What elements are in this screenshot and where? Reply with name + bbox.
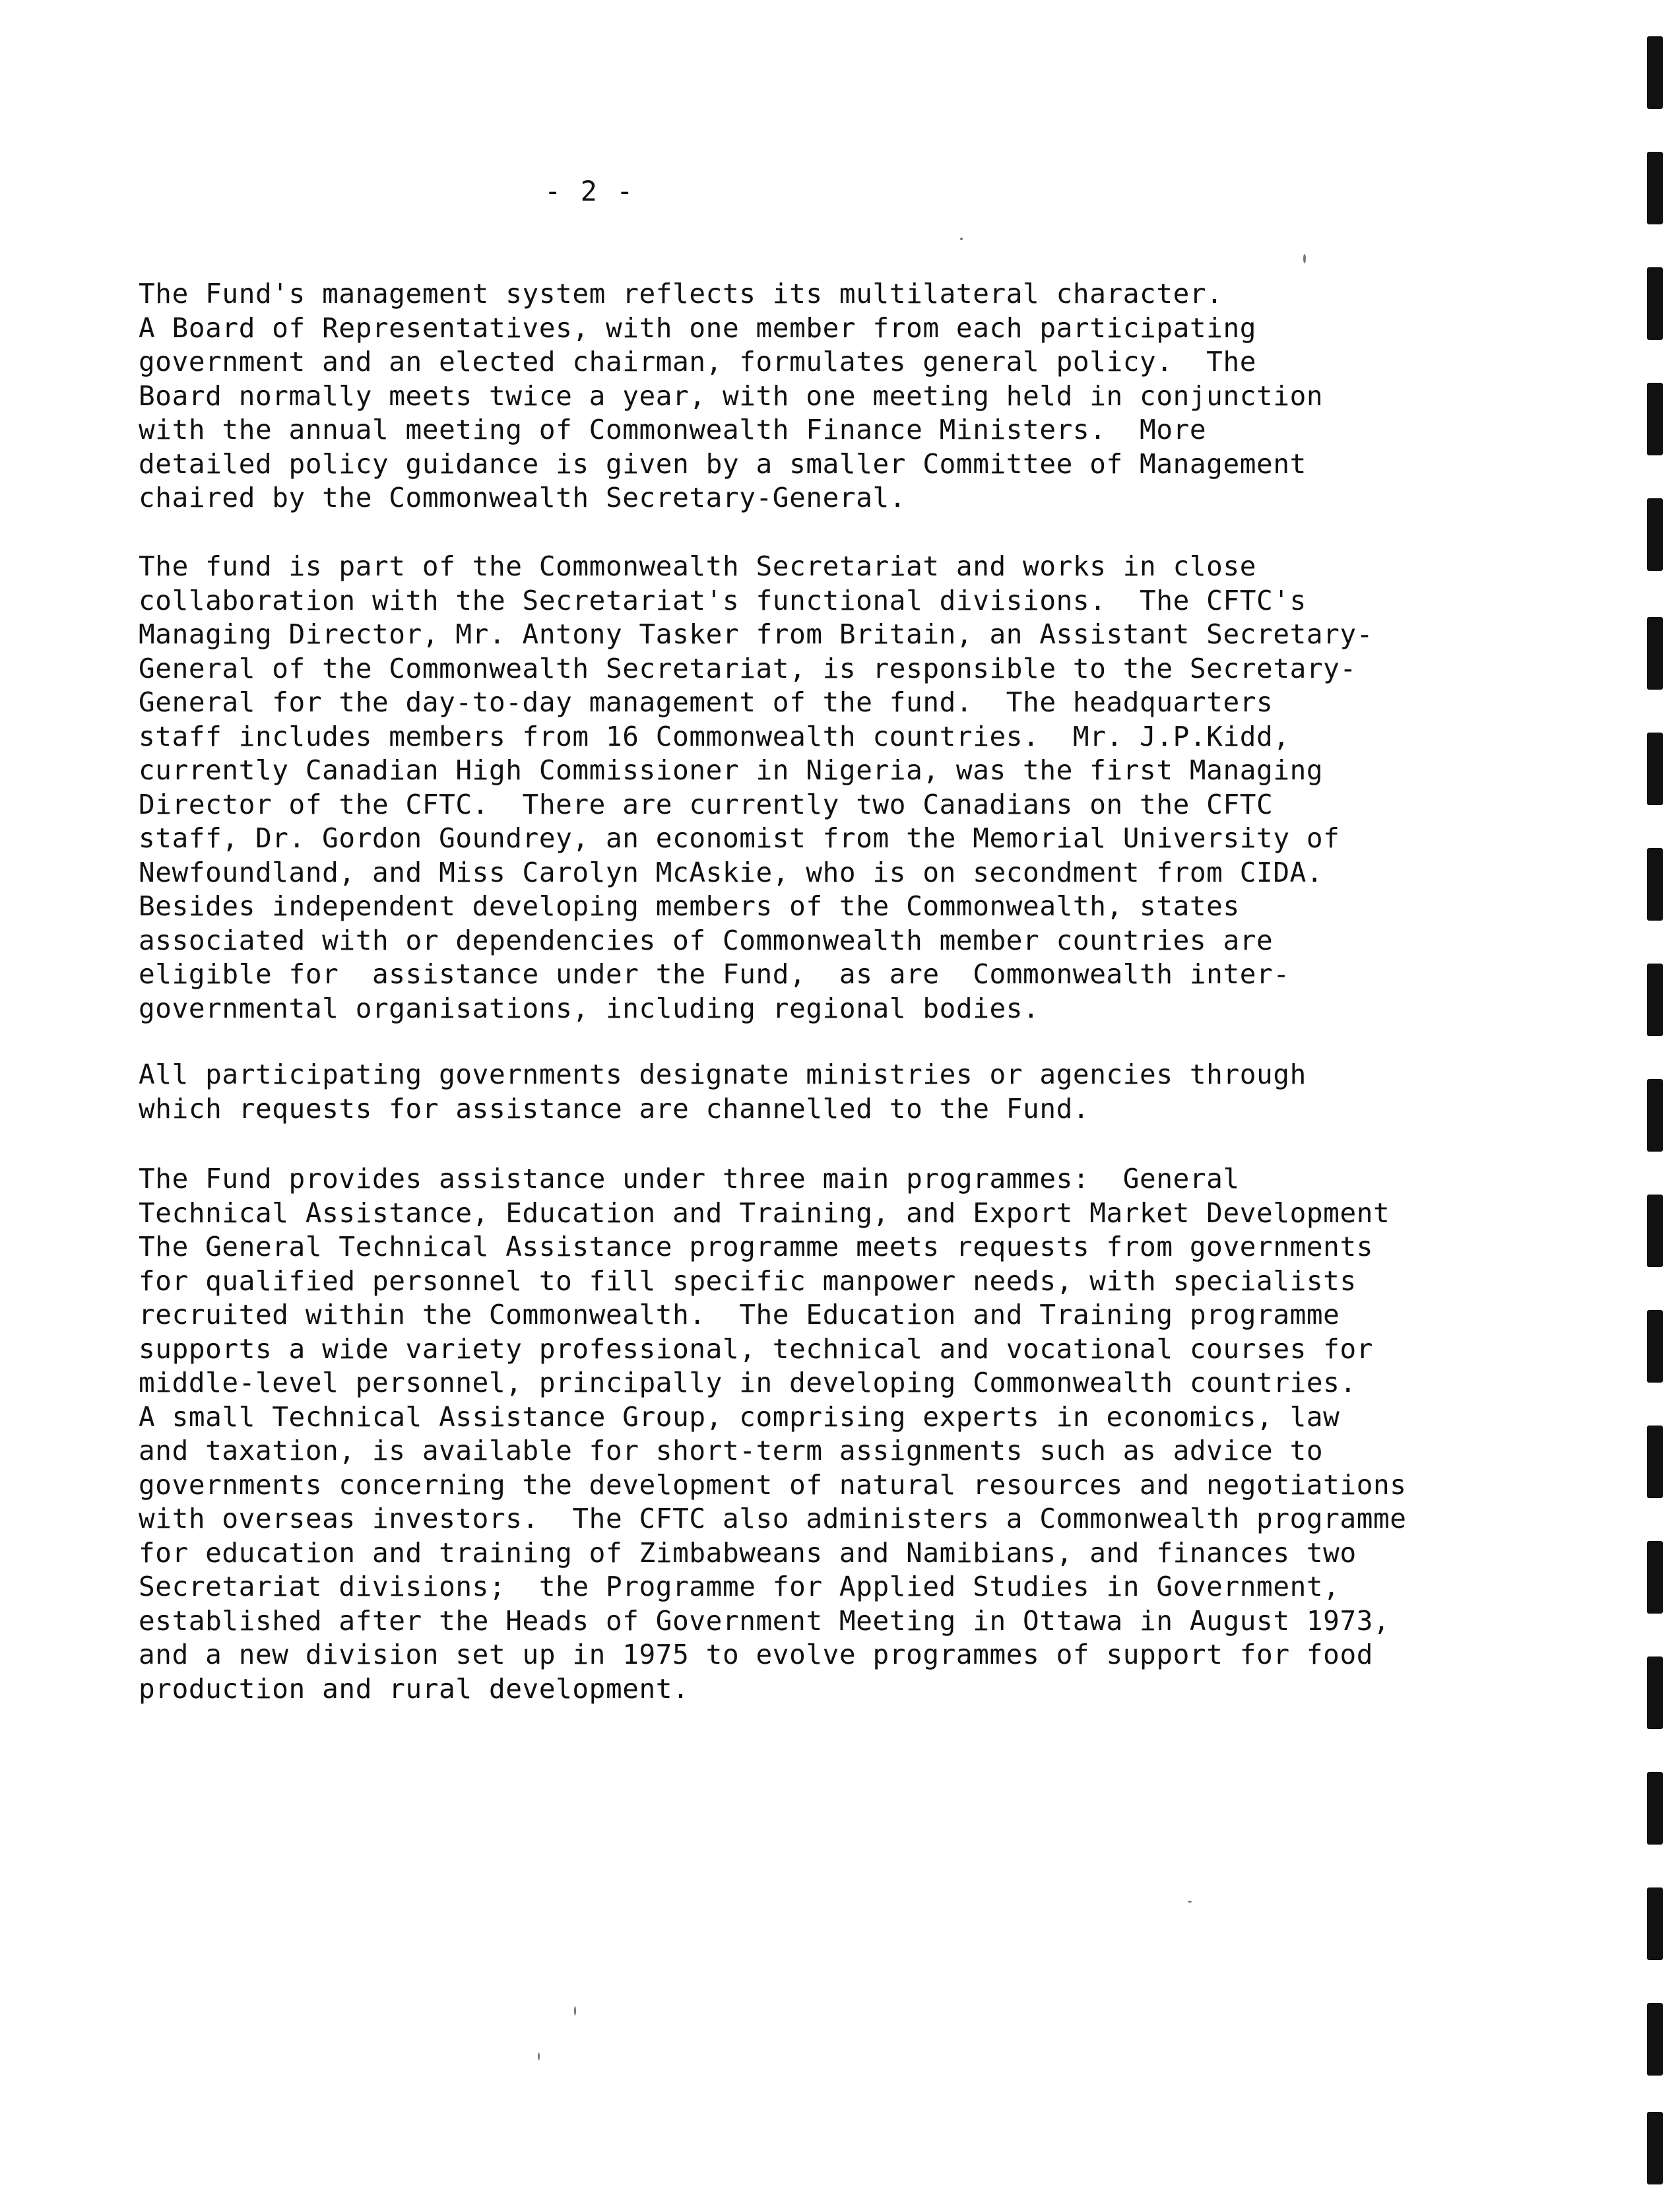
- scan-speck: [960, 238, 963, 240]
- text-line: staff, Dr. Gordon Goundrey, an economist from the Memorial University of: [139, 822, 1340, 854]
- text-line: The General Technical Assistance programme meets requests from governments: [139, 1231, 1374, 1262]
- binder-hole-mark: [1647, 1079, 1663, 1152]
- binder-hole-mark: [1647, 267, 1663, 340]
- text-line: General of the Commonwealth Secretariat, is responsible to the Secretary-: [139, 652, 1357, 684]
- binder-hole-mark: [1647, 2003, 1663, 2076]
- text-line: for qualified personnel to fill specific manpower needs, with specialists: [139, 1264, 1357, 1297]
- binder-hole-mark: [1647, 36, 1663, 109]
- text-line: Board normally meets twice a year, with one meeting held in conjunction: [139, 379, 1324, 412]
- text-line: chaired by the Commonwealth Secretary-General.: [139, 482, 907, 513]
- text-line: for education and training of Zimbabweans and Namibians, and finances two: [139, 1536, 1357, 1569]
- page-number: - 2 -: [544, 175, 635, 207]
- binder-hole-mark: [1647, 1195, 1663, 1267]
- paragraph-participating-governments: [139, 1058, 1458, 1126]
- binder-hole-mark: [1647, 152, 1663, 224]
- text-line: and a new division set up in 1975 to evolve programmes of support for food: [139, 1639, 1374, 1670]
- text-line: governments concerning the development of natural resources and negotiations: [139, 1468, 1407, 1501]
- text-line: recruited within the Commonwealth. The Education and Training programme: [139, 1299, 1340, 1330]
- text-line: governmental organisations, including regional bodies.: [139, 992, 1040, 1024]
- text-line: production and rural development.: [139, 1672, 690, 1705]
- paragraph-management-system: [139, 277, 1458, 515]
- text-line: Managing Director, Mr. Antony Tasker from Britain, an Assistant Secretary-: [139, 618, 1374, 650]
- binder-hole-mark: [1647, 383, 1663, 455]
- text-line: collaboration with the Secretariat's functional divisions. The CFTC's: [139, 584, 1307, 616]
- text-line: staff includes members from 16 Commonwealth countries. Mr. J.P.Kidd,: [139, 720, 1290, 752]
- text-line: established after the Heads of Government Meeting in Ottawa in August 1973,: [139, 1604, 1390, 1637]
- text-line: Newfoundland, and Miss Carolyn McAskie, who is on secondment from CIDA.: [139, 856, 1324, 888]
- text-line: with the annual meeting of Commonwealth Finance Ministers. More: [139, 414, 1207, 445]
- binder-hole-mark: [1647, 1310, 1663, 1383]
- scan-speck: [574, 2006, 576, 2016]
- text-line: supports a wide variety professional, technical and vocational courses for: [139, 1332, 1374, 1365]
- text-line: Secretariat divisions; the Programme for Applied Studies in Government,: [139, 1571, 1340, 1602]
- binder-hole-mark: [1647, 1426, 1663, 1498]
- text-line: A Board of Representatives, with one member from each participating: [139, 312, 1257, 344]
- binder-hole-mark: [1647, 617, 1663, 690]
- text-line: and taxation, is available for short-term assignments such as advice to: [139, 1435, 1324, 1466]
- binder-hole-mark: [1647, 964, 1663, 1036]
- binder-hole-mark: [1647, 2112, 1663, 2184]
- binder-hole-mark: [1647, 1541, 1663, 1614]
- text-line: The Fund provides assistance under three main programmes: General: [139, 1163, 1240, 1195]
- binder-hole-mark: [1647, 848, 1663, 921]
- text-line: currently Canadian High Commissioner in Nigeria, was the first Managing: [139, 754, 1324, 786]
- binder-hole-mark: [1647, 1772, 1663, 1845]
- text-line: which requests for assistance are channelled to the Fund.: [139, 1092, 1090, 1125]
- text-line: detailed policy guidance is given by a smaller Committee of Management: [139, 447, 1307, 480]
- binder-hole-mark: [1647, 498, 1663, 571]
- text-line: General for the day-to-day management of the fund. The headquarters: [139, 686, 1274, 718]
- scan-speck: [1188, 1901, 1192, 1903]
- scan-speck: [1303, 254, 1306, 263]
- text-line: Director of the CFTC. There are currently two Canadians on the CFTC: [139, 788, 1274, 820]
- paragraph-secretariat: [139, 550, 1458, 1026]
- paragraph-programmes: [139, 1162, 1458, 1706]
- text-line: government and an elected chairman, formulates general policy. The: [139, 346, 1257, 377]
- binder-hole-mark: [1647, 1656, 1663, 1729]
- text-line: Technical Assistance, Education and Training, and Export Market Development: [139, 1197, 1390, 1229]
- text-line: Besides independent developing members of the Commonwealth, states: [139, 890, 1240, 922]
- text-line: eligible for assistance under the Fund, as are Commonwealth inter-: [139, 958, 1290, 990]
- binder-hole-mark: [1647, 1887, 1663, 1960]
- scan-speck: [538, 2052, 540, 2060]
- text-line: A small Technical Assistance Group, comprising experts in economics, law: [139, 1400, 1340, 1433]
- text-line: The fund is part of the Commonwealth Secretariat and works in close: [139, 550, 1257, 582]
- text-line: with overseas investors. The CFTC also administers a Commonwealth programme: [139, 1503, 1407, 1534]
- text-line: middle-level personnel, principally in developing Commonwealth countries.: [139, 1367, 1357, 1398]
- text-line: The Fund's management system reflects its multilateral character.: [139, 278, 1223, 310]
- binder-hole-mark: [1647, 733, 1663, 805]
- text-line: associated with or dependencies of Commonwealth member countries are: [139, 924, 1274, 956]
- text-line: All participating governments designate ministries or agencies through: [139, 1059, 1307, 1090]
